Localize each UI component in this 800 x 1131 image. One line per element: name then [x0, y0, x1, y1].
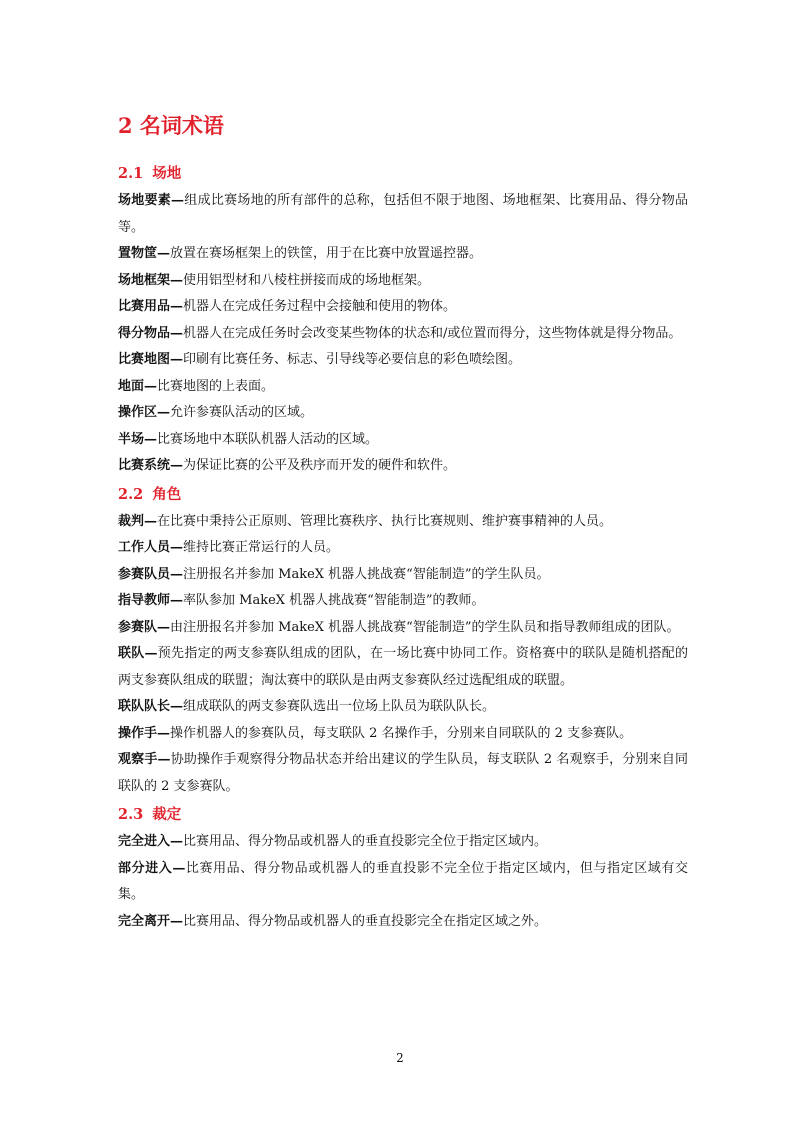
- term-name: 置物筐: [118, 246, 158, 261]
- term-name: 操作手: [118, 725, 158, 741]
- term-definition: 印刷有比赛任务、标志、引导线等必要信息的彩色喷绘图。: [183, 352, 522, 367]
- term-dash: —: [144, 513, 158, 529]
- term-definition: 机器人在完成任务时会改变某些物体的状态和/或位置而得分，这些物体就是得分物品。: [183, 325, 682, 341]
- term-name: 比赛系统: [118, 458, 171, 473]
- chapter-title: 2 名词术语: [118, 113, 224, 138]
- term-entry: [118, 641, 688, 694]
- term-definition: 预先指定的两支参赛队组成的团队，在一场比赛中协同工作。资格赛中的联队是随机搭配的两支参赛队组成的联盟；淘汰赛中的联队是由两支参赛队经过选配组成的联盟。: [118, 646, 688, 688]
- term-dash: —: [170, 913, 184, 929]
- term-definition: 注册报名并参加 MakeX 机器人挑战赛“智能制造”的学生队员。: [183, 566, 550, 582]
- term-entry: [118, 321, 688, 348]
- term-dash: —: [170, 593, 184, 608]
- term-definition: 率队参加 MakeX 机器人挑战赛“智能制造”的教师。: [183, 593, 485, 608]
- term-definition: 组成联队的两支参赛队选出一位场上队员为联队队长。: [183, 699, 496, 714]
- term-definition: 比赛地图的上表面。: [157, 378, 275, 394]
- term-name: 联队队长: [118, 699, 171, 714]
- term-dash: —: [170, 699, 184, 714]
- term-definition: 协助操作手观察得分物品状态并给出建议的学生队员，每支联队 2 名观察手，分别来自同联队的 2 支参赛队。: [118, 752, 688, 794]
- term-entry: [118, 453, 688, 480]
- term-definition: 放置在赛场框架上的铁筐，用于在比赛中放置遥控器。: [170, 246, 483, 261]
- section-name: 场地: [152, 165, 182, 182]
- term-dash: —: [170, 834, 184, 849]
- term-dash: —: [144, 378, 158, 394]
- term-entry: [118, 188, 688, 241]
- term-entry: [118, 721, 688, 748]
- term-name: 裁判: [118, 513, 145, 529]
- term-dash: —: [170, 352, 184, 367]
- term-name: 比赛用品: [118, 299, 171, 314]
- term-entry: [118, 588, 688, 615]
- term-dash: —: [157, 725, 171, 741]
- term-entry: [118, 400, 688, 427]
- term-name: 操作区: [118, 405, 158, 420]
- term-name: 地面: [118, 378, 145, 394]
- term-name: 指导教师: [118, 593, 171, 608]
- term-definition: 维持比赛正常运行的人员。: [183, 540, 340, 555]
- term-name: 完全进入: [118, 834, 171, 849]
- term-name: 得分物品: [118, 325, 171, 341]
- term-entry: [118, 694, 688, 721]
- term-list-venue: [118, 188, 688, 480]
- section-title-roles: [118, 481, 688, 509]
- term-definition: 为保证比赛的公平及秩序而开发的硬件和软件。: [183, 458, 457, 473]
- term-entry: [118, 829, 688, 856]
- term-name: 场地要素: [118, 193, 172, 208]
- term-list-judgement: [118, 829, 688, 935]
- section-name: 裁定: [152, 806, 182, 823]
- term-name: 参赛队员: [118, 566, 171, 582]
- term-definition: 机器人在完成任务过程中会接触和使用的物体。: [183, 299, 457, 314]
- term-definition: 操作机器人的参赛队员，每支联队 2 名操作手，分别来自同联队的 2 支参赛队。: [170, 725, 633, 741]
- term-dash: —: [144, 431, 158, 447]
- term-list-roles: [118, 509, 688, 801]
- term-name: 参赛队: [118, 619, 158, 635]
- section-title-venue: [118, 160, 688, 188]
- term-entry: [118, 509, 688, 536]
- term-dash: —: [170, 299, 184, 314]
- term-name: 工作人员: [118, 540, 171, 555]
- term-name: 联队: [118, 646, 145, 661]
- term-name: 观察手: [118, 752, 158, 767]
- term-definition: 在比赛中秉持公正原则、管理比赛秩序、执行比赛规则、维护赛事精神的人员。: [157, 513, 613, 529]
- term-entry: [118, 747, 688, 800]
- section-number: 2.1: [118, 165, 144, 182]
- term-dash: —: [170, 540, 184, 555]
- term-name: 半场: [118, 431, 145, 447]
- term-entry: [118, 347, 688, 374]
- term-dash: —: [172, 860, 186, 876]
- term-entry: [118, 294, 688, 321]
- term-definition: 组成比赛场地的所有部件的总称，包括但不限于地图、场地框架、比赛用品、得分物品等。: [118, 193, 688, 235]
- term-entry: [118, 909, 688, 936]
- section-number: 2.3: [118, 806, 144, 823]
- section-title-judgement: [118, 801, 688, 829]
- term-entry: [118, 535, 688, 562]
- term-definition: 比赛用品、得分物品或机器人的垂直投影完全位于指定区域内。: [183, 834, 548, 849]
- term-definition: 允许参赛队活动的区域。: [170, 405, 314, 420]
- term-dash: —: [157, 405, 171, 420]
- page-number: 2: [396, 1051, 404, 1065]
- term-name: 完全离开: [118, 913, 171, 929]
- term-name: 比赛地图: [118, 352, 171, 367]
- section-number: 2.2: [118, 485, 144, 503]
- term-dash: —: [170, 325, 184, 341]
- term-entry: [118, 374, 688, 401]
- content-body: [118, 160, 688, 936]
- term-dash: —: [170, 272, 184, 288]
- term-dash: —: [171, 193, 185, 208]
- term-entry: [118, 562, 688, 589]
- term-definition: 比赛用品、得分物品或机器人的垂直投影完全在指定区域之外。: [183, 913, 548, 929]
- term-name: 场地框架: [118, 272, 171, 288]
- term-definition: 由注册报名并参加 MakeX 机器人挑战赛“智能制造”的学生队员和指导教师组成的团队。: [170, 619, 680, 635]
- section-name: 角色: [152, 485, 182, 503]
- term-entry: [118, 615, 688, 642]
- term-dash: —: [170, 566, 184, 582]
- term-definition: 比赛场地中本联队机器人活动的区域。: [157, 431, 379, 447]
- term-dash: —: [157, 246, 171, 261]
- term-dash: —: [157, 752, 171, 767]
- term-definition: 使用铝型材和八棱柱拼接而成的场地框架。: [183, 272, 431, 288]
- term-dash: —: [170, 458, 184, 473]
- term-definition: 比赛用品、得分物品或机器人的垂直投影不完全位于指定区域内，但与指定区域有交集。: [118, 860, 688, 902]
- term-entry: [118, 241, 688, 268]
- term-dash: —: [144, 646, 158, 661]
- term-name: 部分进入: [118, 860, 173, 876]
- term-entry: [118, 427, 688, 454]
- term-dash: —: [157, 619, 171, 635]
- term-entry: [118, 268, 688, 295]
- term-entry: [118, 856, 688, 909]
